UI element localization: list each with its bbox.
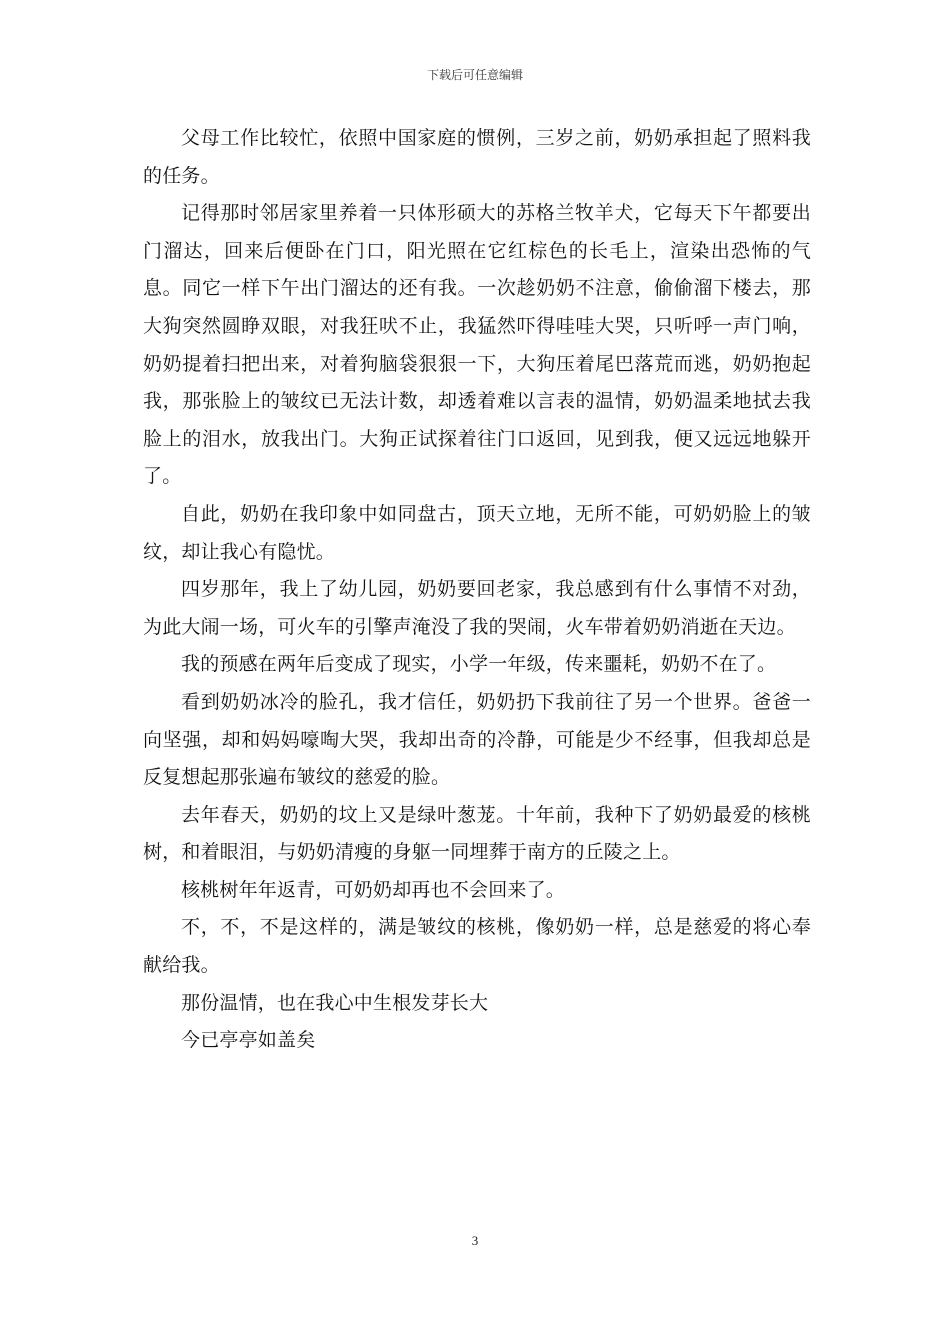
paragraph: 核桃树年年返青，可奶奶却再也不会回来了。 bbox=[181, 878, 566, 901]
paragraph: 自此，奶奶在我印象中如同盘古，顶天立地，无所不能，可奶奶脸上的皱纹，却让我心有隐忧。 bbox=[143, 502, 811, 563]
page-header-note: 下载后可任意编辑 bbox=[426, 68, 523, 82]
paragraph: 四岁那年，我上了幼儿园，奶奶要回老家，我总感到有什么事情不对劲，为此大闹一场，可火车的引擎声淹没了我的哭闹，火车带着奶奶消逝在天边。 bbox=[143, 578, 811, 638]
paragraph: 不，不，不是这样的，满是皱纹的核桃，像奶奶一样，总是慈爱的将心奉献给我。 bbox=[143, 916, 811, 977]
paragraph: 我的预感在两年后变成了现实，小学一年级，传来噩耗，奶奶不在了。 bbox=[181, 653, 777, 676]
paragraph: 看到奶奶冰冷的脸孔，我才信任，奶奶扔下我前往了另一个世界。爸爸一向坚强，却和妈妈嚎啕大哭，我却出奇的冷静，可能是少不经事，但我却总是反复想起那张遍布皱纹的慈爱的脸。 bbox=[143, 690, 811, 789]
paragraph: 父母工作比较忙，依照中国家庭的惯例，三岁之前，奶奶承担起了照料我的任务。 bbox=[143, 127, 811, 187]
paragraph: 去年春天，奶奶的坟上又是绿叶葱茏。十年前，我种下了奶奶最爱的核桃树，和着眼泪，与奶奶清瘦的身躯一同埋葬于南方的丘陵之上。 bbox=[143, 803, 811, 864]
paragraph: 今已亭亭如盖矣 bbox=[181, 1029, 316, 1052]
essay-body bbox=[143, 120, 811, 1060]
paragraph: 那份温情，也在我心中生根发芽长大 bbox=[181, 991, 489, 1014]
paragraph: 记得那时邻居家里养着一只体形硕大的苏格兰牧羊犬，它每天下午都要出门溜达，回来后便卧在门口，阳光照在它红棕色的长毛上，渲染出恐怖的气息。同它一样下午出门溜达的还有我。一次趁奶奶不注意，偷偷溜下楼去，那大狗突然圆睁双眼，对我狂吠不止，我猛然吓得哇哇大哭，只听呼一声门响，奶奶提着扫把出来，对着狗脑袋狠狠一下，大狗压着尾巴落荒而逃，奶奶抱起我，那张脸上的皱纹已无法计数，却透着难以言表的温情，奶奶温柔地拭去我脸上的泪水，放我出门。大狗正试探着往门口返回，见到我，便又远远地躲开了。 bbox=[143, 202, 811, 488]
page-number: 3 bbox=[471, 1233, 479, 1248]
